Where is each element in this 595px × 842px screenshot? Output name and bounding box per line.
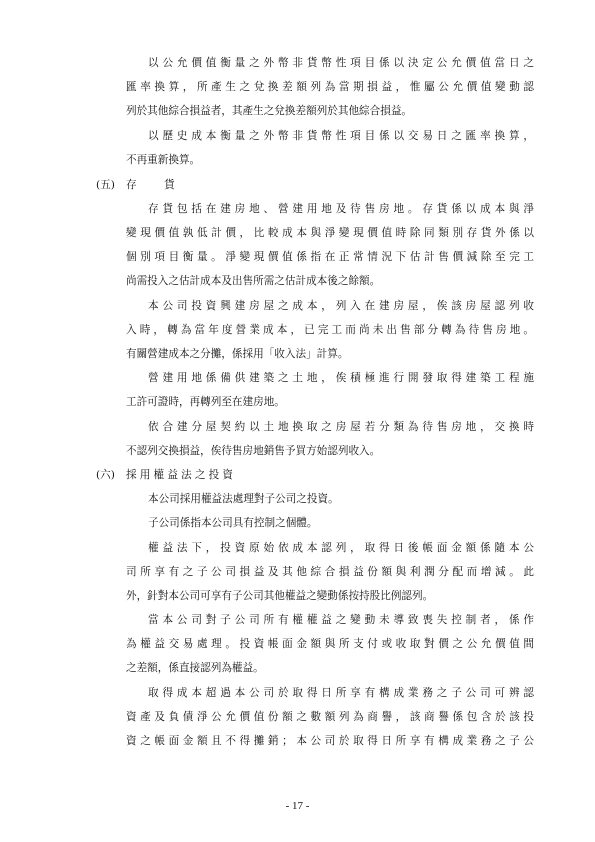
paragraph-line: 有關營建成本之分攤，係採用「收入法」計算。	[126, 348, 349, 360]
section-title: 存貨	[126, 179, 203, 191]
paragraph-line: 存貨包括在建房地、營建用地及待售房地。存貨係以成本與淨	[148, 203, 534, 215]
paragraph-line: 變現價值孰低計價，比較成本與淨變現價值時除同類別存貨外係以	[126, 227, 534, 239]
paragraph-line: 資產及負債淨公允價值份額之數額列為商譽，該商譽係包含於該投	[126, 711, 534, 723]
paragraph-line: 尚需投入之估計成本及出售所需之估計成本後之餘額。	[126, 275, 381, 287]
paragraph-line: 工許可證時，再轉列至在建房地。	[126, 396, 285, 408]
page-number: - 17 -	[285, 800, 310, 812]
paragraph-line: 取得成本超過本公司於取得日所享有構成業務之子公司可辨認	[148, 687, 534, 699]
paragraph-line: 不認列交換損益，俟待售房地銷售予買方始認列收入。	[126, 445, 381, 457]
section-number: (六)	[96, 469, 115, 481]
section-title: 採用權益法之投資	[126, 469, 237, 481]
section-heading-equity-method	[96, 468, 236, 482]
paragraph-line: 匯率換算，所產生之兌換差額列為當期損益，惟屬公允價值變動認	[126, 81, 534, 93]
paragraph-line: 本公司採用權益法處理對子公司之投資。	[148, 493, 339, 505]
paragraph-line: 為權益交易處理。投資帳面金額與所支付或收取對價之公允價值間	[126, 638, 534, 650]
paragraph-line: 入時，轉為當年度營業成本，已完工而尚未出售部分轉為待售房地。	[126, 324, 534, 336]
paragraph-line: 資之帳面金額且不得攤銷；本公司於取得日所享有構成業務之子公	[126, 735, 534, 747]
paragraph-line: 依合建分屋契約以土地換取之房屋若分類為待售房地，交換時	[148, 421, 534, 433]
paragraph-line: 司所享有之子公司損益及其他綜合損益份額與利潤分配而增減。此	[126, 566, 534, 578]
paragraph-line: 不再重新換算。	[126, 154, 201, 166]
paragraph-line: 之差額，係直接認列為權益。	[126, 662, 264, 674]
section-heading-inventory	[96, 178, 202, 192]
paragraph-line: 個別項目衡量。淨變現價值係指在正常情況下估計售價減除至完工	[126, 251, 534, 263]
paragraph-line: 本公司投資興建房屋之成本，列入在建房屋，俟該房屋認列收	[148, 300, 534, 312]
paragraph-line: 外，針對本公司可享有子公司其他權益之變動係按持股比例認列。	[126, 590, 434, 602]
paragraph-line: 當本公司對子公司所有權權益之變動未導致喪失控制者，係作	[148, 614, 534, 626]
paragraph-line: 列於其他綜合損益者，其產生之兌換差額列於其他綜合損益。	[126, 105, 413, 117]
paragraph-line: 權益法下，投資原始依成本認列，取得日後帳面金額係隨本公	[148, 542, 534, 554]
paragraph-line: 以公允價值衡量之外幣非貨幣性項目係以決定公允價值當日之	[148, 57, 534, 69]
paragraph-line: 子公司係指本公司具有控制之個體。	[148, 517, 318, 529]
paragraph-line: 以歷史成本衡量之外幣非貨幣性項目係以交易日之匯率換算，	[148, 130, 534, 142]
paragraph-line: 營建用地係備供建築之土地，俟積極進行開發取得建築工程施	[148, 372, 534, 384]
section-number: (五)	[96, 179, 115, 191]
